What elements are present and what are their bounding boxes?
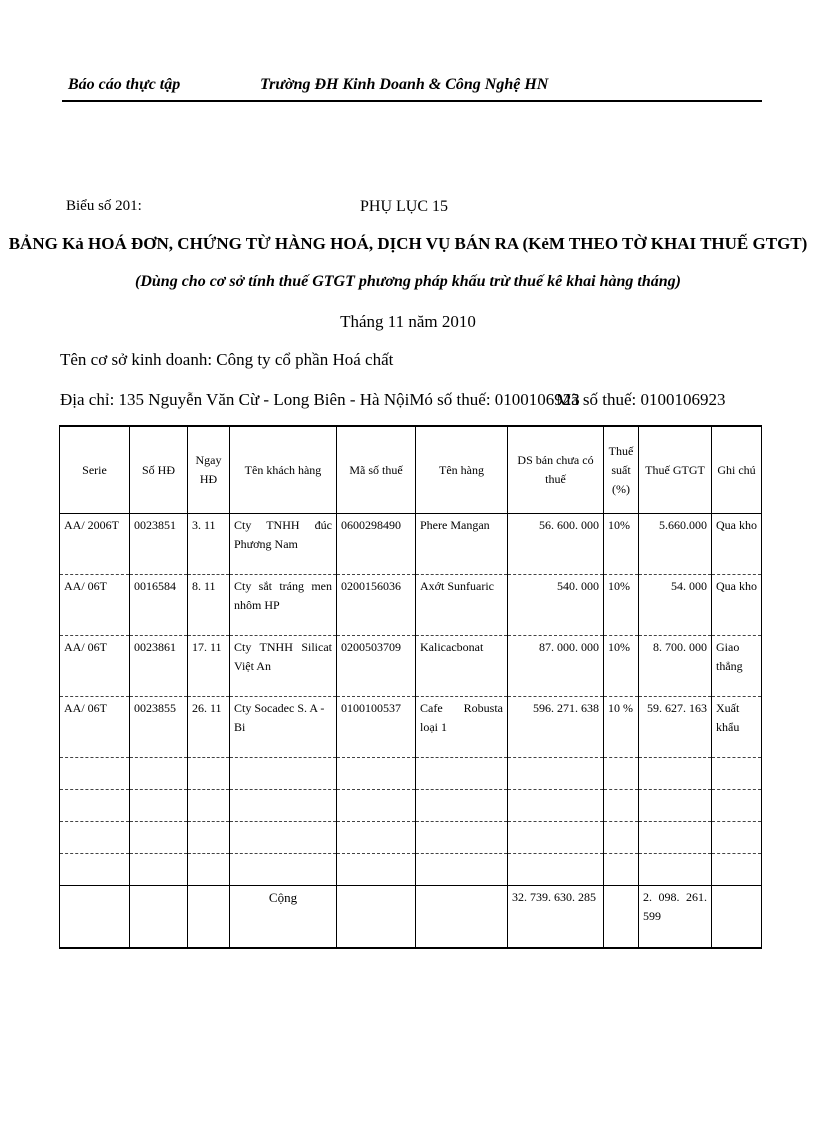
empty-row <box>60 758 762 790</box>
col-header-note: Ghi chú <box>712 426 762 514</box>
cell-tax-code: 0200503709 <box>337 636 416 697</box>
cell-customer: Cty sắt tráng men nhôm HP <box>230 575 337 636</box>
cell-customer: Cty TNHH Silicat Việt An <box>230 636 337 697</box>
form-number: Biểu số 201: <box>66 198 142 214</box>
empty-row <box>60 790 762 822</box>
table-header-row <box>60 426 762 514</box>
business-name: Tên cơ sở kinh doanh: Công ty cổ phần Hoá chất <box>60 350 394 369</box>
cell-invoice-no: 0016584 <box>130 575 188 636</box>
col-header-tax-code: Mã số thuế <box>337 426 416 514</box>
table-row <box>60 514 762 575</box>
empty-row <box>60 822 762 854</box>
cell-serie: AA/ 06T <box>60 575 130 636</box>
table-row <box>60 575 762 636</box>
cell-goods: Kalicacbonat <box>416 636 508 697</box>
cell-revenue: 540. 000 <box>508 575 604 636</box>
empty-row <box>60 854 762 886</box>
total-row <box>60 886 762 949</box>
cell-customer: Cty TNHH đúc Phương Nam <box>230 514 337 575</box>
col-header-goods: Tên hàng <box>416 426 508 514</box>
cell-note: Qua kho <box>712 575 762 636</box>
total-label: Cộng <box>230 886 337 949</box>
report-type-label: Báo cáo thực tập <box>68 76 181 93</box>
cell-tax-rate: 10 % <box>604 697 639 758</box>
business-tax-code: Mã số thuế: 0100106923 <box>556 390 726 409</box>
cell-revenue: 87. 000. 000 <box>508 636 604 697</box>
cell-customer: Cty Socadec S. A - Bi <box>230 697 337 758</box>
table-row <box>60 697 762 758</box>
col-header-tax-rate: Thuế suất (%) <box>604 426 639 514</box>
cell-tax-code: 0100100537 <box>337 697 416 758</box>
document-title: BẢNG Kả HOÁ ĐƠN, CHỨNG TỪ HÀNG HOÁ, DỊCH VỤ BÁN RA (KẻM THEO TỜ KHAI THUẾ GTGT) <box>8 234 808 253</box>
total-vat: 2. 098. 261. 599 <box>639 886 712 949</box>
cell-date: 8. 11 <box>188 575 230 636</box>
total-revenue: 32. 739. 630. 285 <box>508 886 604 949</box>
cell-goods: Cafe Robusta loại 1 <box>416 697 508 758</box>
page-header <box>62 72 762 102</box>
cell-invoice-no: 0023861 <box>130 636 188 697</box>
cell-vat: 59. 627. 163 <box>639 697 712 758</box>
appendix-label: PHỤ LỤC 15 <box>360 198 449 215</box>
cell-tax-rate: 10% <box>604 514 639 575</box>
col-header-invoice-no: Số HĐ <box>130 426 188 514</box>
school-name: Trường ĐH Kinh Doanh & Công Nghệ HN <box>260 76 549 93</box>
col-header-vat: Thuế GTGT <box>639 426 712 514</box>
col-header-date: Ngay HĐ <box>188 426 230 514</box>
col-header-customer: Tên khách hàng <box>230 426 337 514</box>
cell-note: Giao thẳng <box>712 636 762 697</box>
cell-tax-code: 0200156036 <box>337 575 416 636</box>
table-row <box>60 636 762 697</box>
report-period: Tháng 11 năm 2010 <box>340 312 476 331</box>
cell-goods: Phere Mangan <box>416 514 508 575</box>
col-header-revenue: DS bán chưa có thuế <box>508 426 604 514</box>
cell-tax-rate: 10% <box>604 636 639 697</box>
cell-vat: 54. 000 <box>639 575 712 636</box>
cell-revenue: 56. 600. 000 <box>508 514 604 575</box>
business-address: Địa chỉ: 135 Nguyễn Văn Cừ - Long Biên - Hà NộiMó số thuế: 0100106923 <box>60 390 580 409</box>
cell-vat: 5.660.000 <box>639 514 712 575</box>
cell-date: 26. 11 <box>188 697 230 758</box>
cell-vat: 8. 700. 000 <box>639 636 712 697</box>
cell-revenue: 596. 271. 638 <box>508 697 604 758</box>
cell-serie: AA/ 06T <box>60 636 130 697</box>
document-subtitle: (Dùng cho cơ sở tính thuế GTGT phương pháp khấu trừ thuế kê khai hàng tháng) <box>135 273 681 290</box>
cell-invoice-no: 0023855 <box>130 697 188 758</box>
col-header-serie: Serie <box>60 426 130 514</box>
cell-date: 17. 11 <box>188 636 230 697</box>
sales-invoice-table <box>59 425 762 949</box>
cell-tax-code: 0600298490 <box>337 514 416 575</box>
cell-serie: AA/ 06T <box>60 697 130 758</box>
cell-tax-rate: 10% <box>604 575 639 636</box>
cell-goods: Axớt Sunfuaric <box>416 575 508 636</box>
cell-note: Xuất khẩu <box>712 697 762 758</box>
cell-date: 3. 11 <box>188 514 230 575</box>
cell-note: Qua kho <box>712 514 762 575</box>
cell-serie: AA/ 2006T <box>60 514 130 575</box>
cell-invoice-no: 0023851 <box>130 514 188 575</box>
